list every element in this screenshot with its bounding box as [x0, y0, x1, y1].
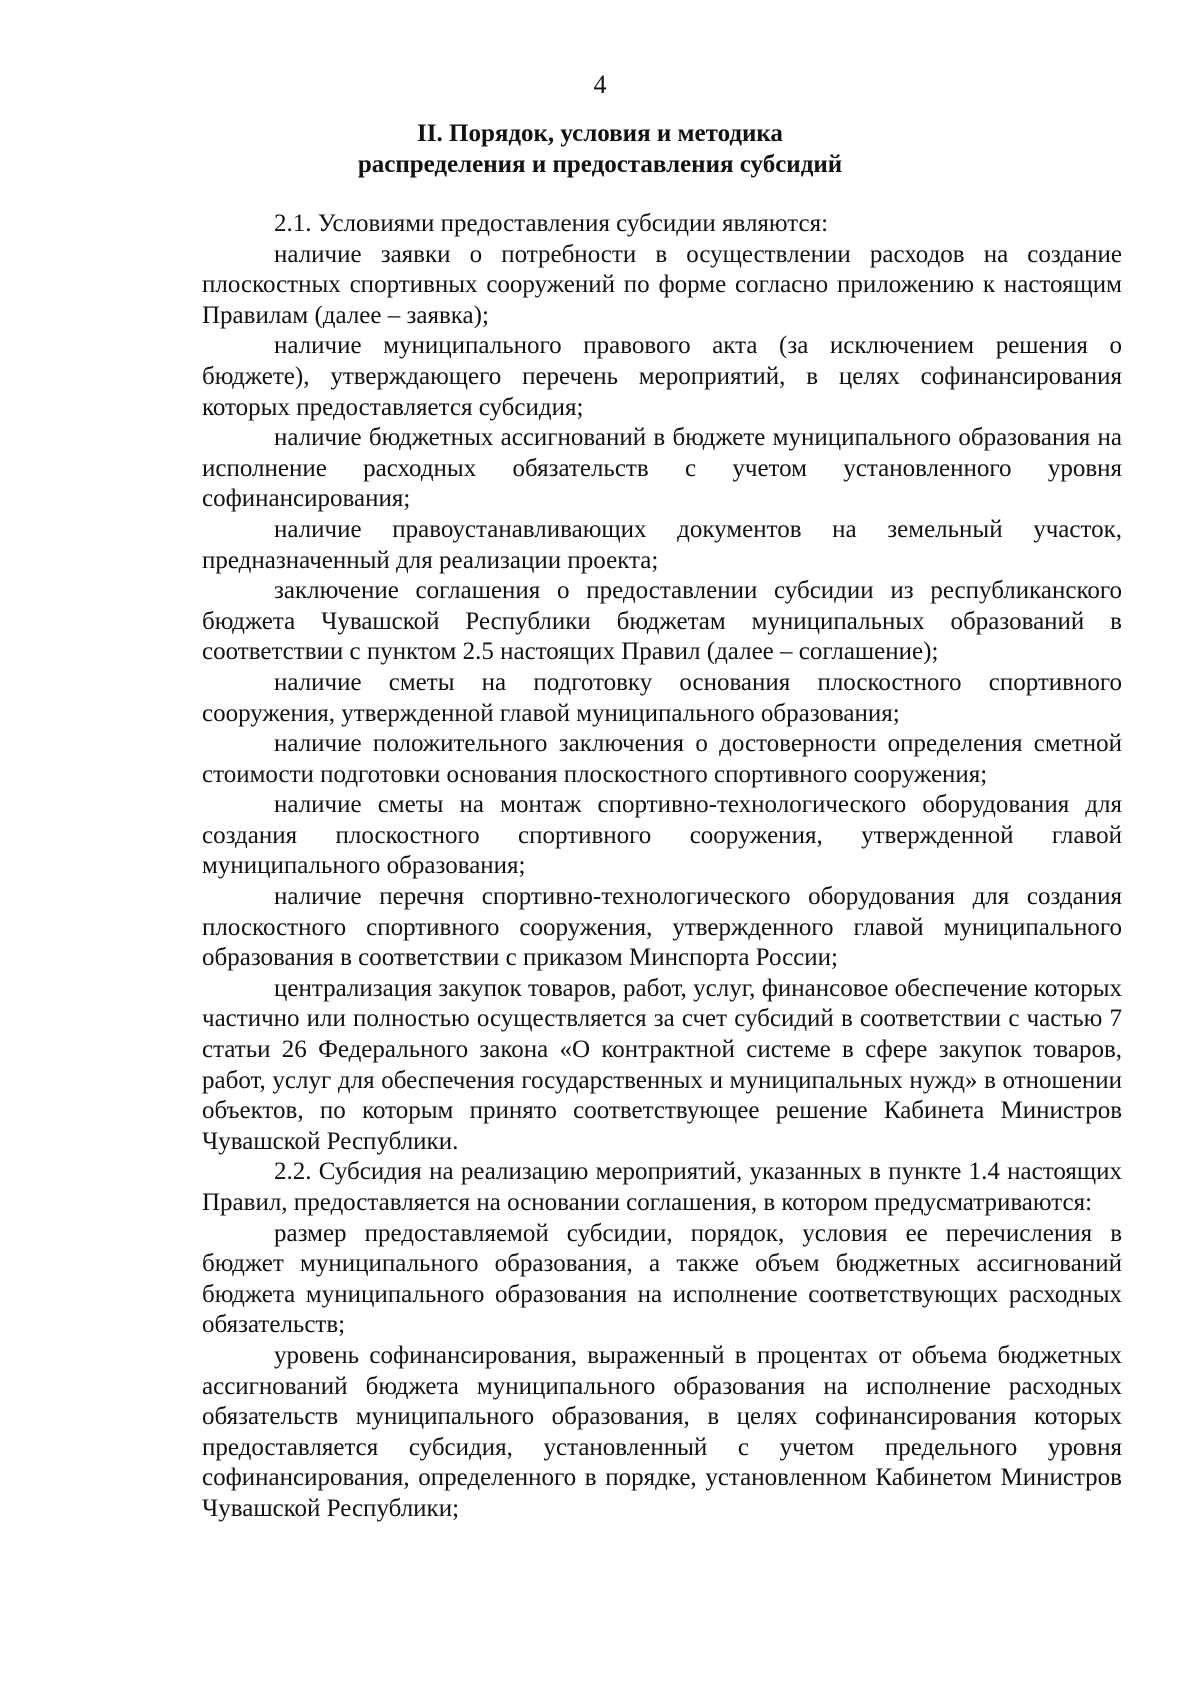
paragraph-2-1-intro: 2.1. Условиями предоставления субсидии являются:: [274, 210, 829, 237]
paragraph-condition: наличие бюджетных ассигнований в бюджете муниципального образования на исполнение расходных обязательств с учетом установленного уровня софинансирования;: [202, 424, 1122, 513]
paragraph-agreement-term: размер предоставляемой субсидии, порядок, условия ее перечисления в бюджет муниципального образования, а также объем бюджетных ассигнований бюджета муниципального образования на исполнение соответствующих расходных обязательств;: [202, 1219, 1122, 1339]
body-text: [202, 209, 1122, 1525]
section-heading: [160, 118, 1040, 180]
paragraph-condition: наличие перечня спортивно-технологического оборудования для создания плоскостного спортивного сооружения, утвержденного главой муниципального образования в соответствии с приказом Минспорта России;: [202, 883, 1122, 972]
section-heading-line-2: распределения и предоставления субсидий: [357, 151, 843, 178]
paragraph-2-2-intro: 2.2. Субсидия на реализацию мероприятий, указанных в пункте 1.4 настоящих Правил, предоставляется на основании соглашения, в котором предусматриваются:: [202, 1158, 1122, 1216]
paragraph-condition: заключение соглашения о предоставлении субсидии из республиканского бюджета Чувашской Республики бюджетам муниципальных образований в соответствии с пунктом 2.5 настоящих Правил (далее – соглашение);: [202, 577, 1122, 666]
section-heading-line-1: II. Порядок, условия и методика: [417, 120, 783, 147]
paragraph-condition: наличие положительного заключения о достоверности определения сметной стоимости подготовки основания плоскостного спортивного сооружения;: [202, 730, 1122, 788]
paragraph-condition: централизация закупок товаров, работ, услуг, финансовое обеспечение которых частично или полностью осуществляется за счет субсидий в соответствии с частью 7 статьи 26 Федерального закона «О контрактной системе в сфере закупок товаров, работ, услуг для обеспечения государственных и муниципальных нужд» в отношении объектов, по которым принято соответствующее решение Кабинета Министров Чувашской Республики.: [202, 974, 1122, 1155]
paragraph-agreement-term: уровень софинансирования, выраженный в процентах от объема бюджетных ассигнований бюджета муниципального образования на исполнение расходных обязательств муниципального образования, в целях софинансирования которых предоставляется субсидия, установленный с учетом предельного уровня софинансирования, определенного в порядке, установленном Кабинетом Министров Чувашской Республики;: [202, 1341, 1122, 1522]
paragraph-condition: наличие правоустанавливающих документов на земельный участок, предназначенный для реализации проекта;: [202, 515, 1122, 574]
paragraph-condition: наличие муниципального правового акта (за исключением решения о бюджете), утверждающего перечень мероприятий, в целях софинансирования которых предоставляется субсидия;: [202, 332, 1122, 421]
paragraph-condition: наличие сметы на монтаж спортивно-технологического оборудования для создания плоскостного спортивного сооружения, утвержденной главой муниципального образования;: [202, 791, 1122, 880]
page-number: 4: [593, 70, 607, 99]
paragraph-condition: наличие заявки о потребности в осуществлении расходов на создание плоскостных спортивных сооружений по форме согласно приложению к настоящим Правилам (далее – заявка);: [202, 240, 1122, 329]
paragraph-condition: наличие сметы на подготовку основания плоскостного спортивного сооружения, утвержденной главой муниципального образования;: [202, 668, 1122, 727]
